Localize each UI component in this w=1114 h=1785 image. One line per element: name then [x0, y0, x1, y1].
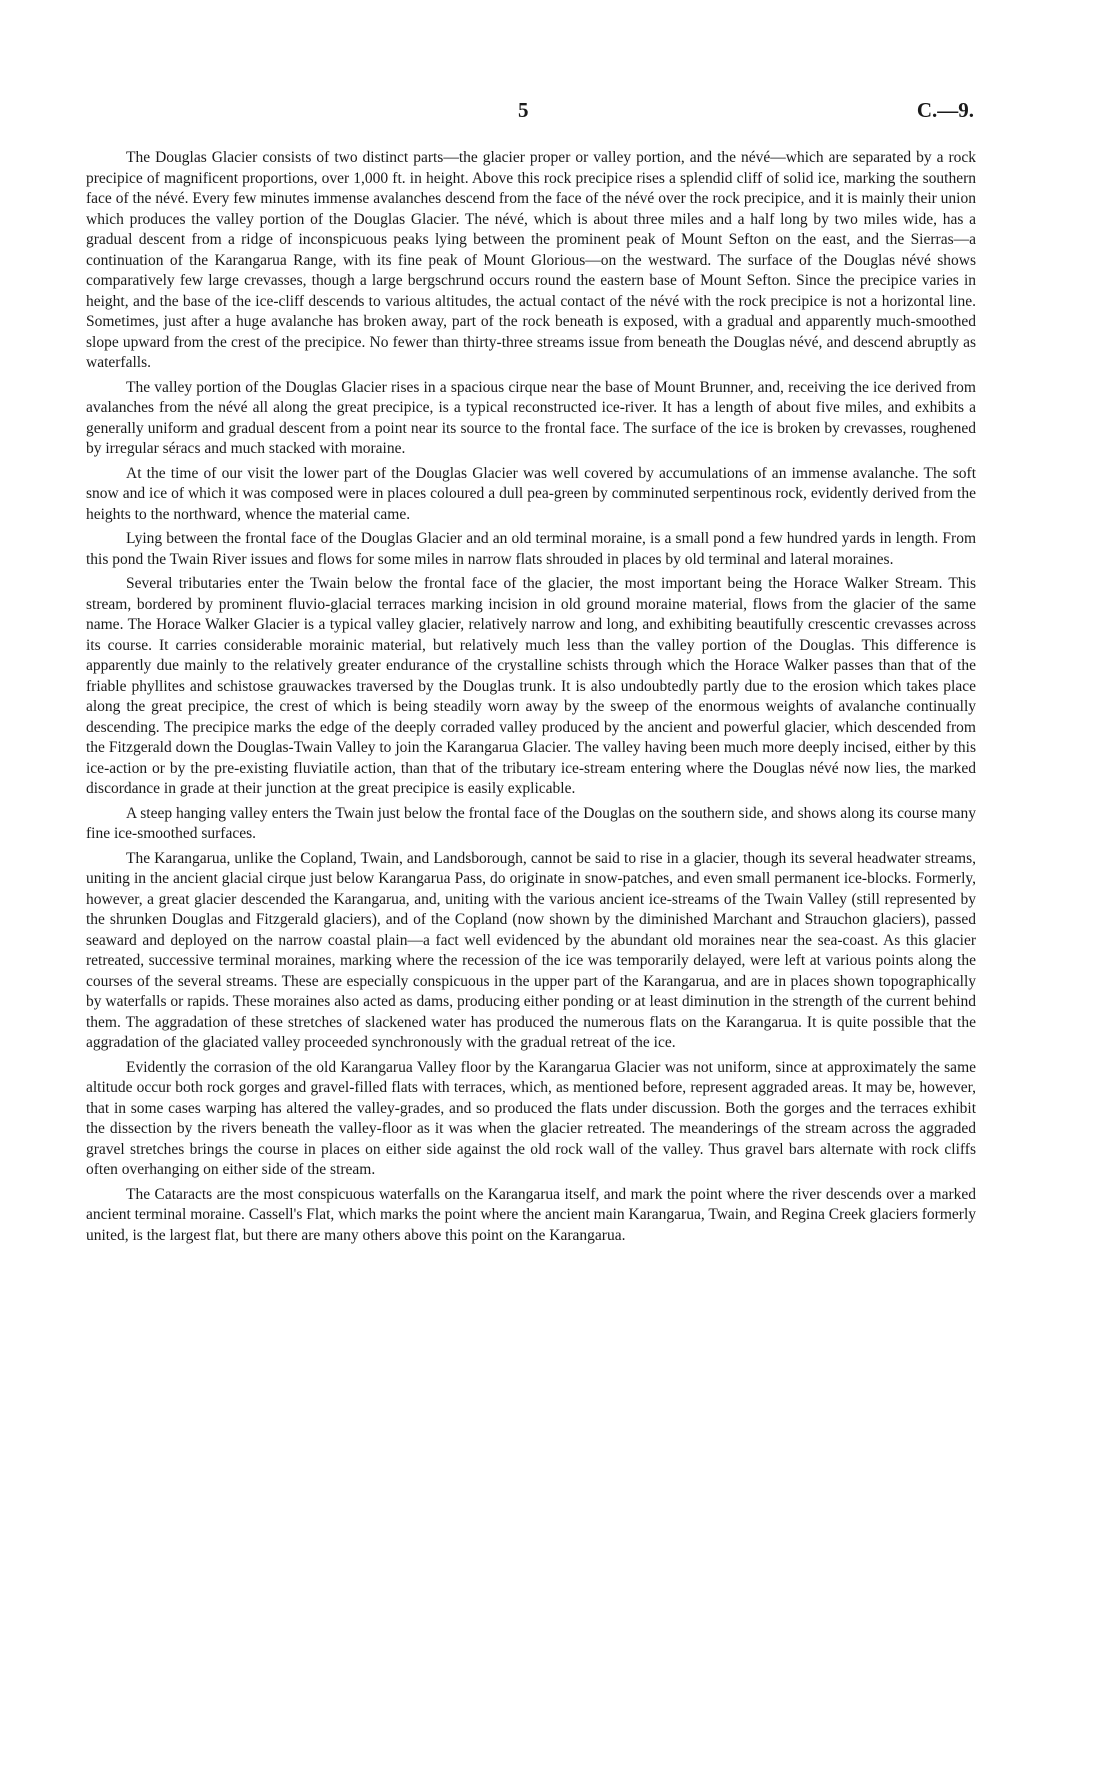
paragraph-valley-portion: The valley portion of the Douglas Glacier rises in a spacious cirque near the base of Mount Brunner, and, receiving the ice derived from avalanches from the névé all along the great precipice, is a typical reconstructed ice-river. It has a length of about five miles, and exhibits a generally uniform and gradual descent from a point near its source to the frontal face. The surface of the ice is broken by crevasses, roughened by irregular séracs and much stacked with moraine.	[86, 378, 976, 457]
paragraph-cataracts: The Cataracts are the most conspicuous waterfalls on the Karangarua itself, and mark the point where the river descends over a marked ancient terminal moraine. Cassell's Flat, which marks the point where the ancient main Karangarua, Twain, and Regina Creek glaciers formerly united, is the largest flat, but there are many others above this point on the Karangarua.	[86, 1185, 976, 1244]
paragraph-avalanche: At the time of our visit the lower part of the Douglas Glacier was well covered by accumulations of an immense avalanche. The soft snow and ice of which it was composed were in places coloured a dull pea-green by comminuted serpentinous rock, evidently derived from the heights to the northward, whence the material came.	[86, 464, 976, 523]
body-text	[86, 148, 976, 1250]
document-reference: C.—9.	[916, 98, 974, 122]
paragraph-douglas-glacier: The Douglas Glacier consists of two distinct parts—the glacier proper or valley portion, and the névé—which are separated by a rock precipice of magnificent proportions, over 1,000 ft. in height. Above this rock precipice rises a splendid cliff of solid ice, marking the southern face of the névé. Every few minutes immense avalanches descend from the face of the névé over the rock precipice, and it is mainly their union which produces the valley portion of the Douglas Glacier. The névé, which is about three miles and a half long by two miles wide, has a gradual descent from a ridge of inconspicuous peaks lying between the prominent peak of Mount Sefton on the east, and the Sierras—a continuation of the Karangarua Range, with its fine peak of Mount Glorious—on the westward. The surface of the Douglas névé shows comparatively few large crevasses, though a large bergschrund occurs round the eastern base of Mount Sefton. Since the precipice varies in height, and the base of the ice-cliff descends to various altitudes, the actual contact of the névé with the rock precipice is not a horizontal line. Sometimes, just after a huge avalanche has broken away, part of the rock beneath is exposed, with a gradual and apparently much-smoothed slope upward from the crest of the precipice. No fewer than thirty-three streams issue from beneath the Douglas névé, and descend abruptly as waterfalls.	[86, 149, 976, 371]
paragraph-tributaries: Several tributaries enter the Twain below the frontal face of the glacier, the most important being the Horace Walker Stream. This stream, bordered by prominent fluvio-glacial terraces marking incision in old ground moraine material, flows from the glacier of the same name. The Horace Walker Glacier is a typical valley glacier, relatively narrow and long, and exhibiting beautifully crescentic crevasses across its course. It carries considerable morainic material, but relatively much less than the valley portion of the Douglas. This difference is apparently due mainly to the relatively greater endurance of the crystalline schists through which the Horace Walker passes than that of the friable phyllites and schistose grauwackes traversed by the Douglas trunk. It is also undoubtedly partly due to the erosion which takes place along the great precipice, the crest of which is being steadily worn away by the sweep of the enormous weights of avalanche continually descending. The precipice marks the edge of the deeply corraded valley produced by the ancient and powerful glacier, which descended from the Fitzgerald down the Douglas-Twain Valley to join the Karangarua Glacier. The valley having been much more deeply incised, either by this ice-action or by the pre-existing fluviatile action, than that of the tributary ice-stream entering where the Douglas névé now lies, the marked discordance in grade at their junction at the great precipice is easily explicable.	[86, 575, 976, 797]
paragraph-pond: Lying between the frontal face of the Douglas Glacier and an old terminal moraine, is a small pond a few hundred yards in length. From this pond the Twain River issues and flows for some miles in narrow flats shrouded in places by old terminal and lateral moraines.	[86, 530, 976, 568]
paragraph-corrasion: Evidently the corrasion of the old Karangarua Valley floor by the Karangarua Glacier was not uniform, since at approximately the same altitude occur both rock gorges and gravel-filled flats with terraces, which, as mentioned before, represent aggraded areas. It may be, however, that in some cases warping has altered the valley-grades, and so produced the flats under discussion. Both the gorges and the terraces exhibit the dissection by the rivers beneath the valley-floor as it was when the glacier retreated. The meanderings of the stream across the aggraded gravel stretches brings the course in places on either side against the old rock wall of the valley. Thus gravel bars alternate with rock cliffs often overhanging on either side of the stream.	[86, 1058, 976, 1178]
paragraph-hanging-valley: A steep hanging valley enters the Twain just below the frontal face of the Douglas on the southern side, and shows along its course many fine ice-smoothed surfaces.	[86, 804, 976, 842]
page-header	[86, 98, 976, 128]
page-number: 5	[518, 98, 529, 122]
paragraph-karangarua: The Karangarua, unlike the Copland, Twain, and Landsborough, cannot be said to rise in a glacier, though its several headwater streams, uniting in the ancient glacial cirque just below Karangarua Pass, do originate in snow-patches, and even small permanent ice-blocks. Formerly, however, a great glacier descended the Karangarua, and, uniting with the various ancient ice-streams of the Twain Valley (still represented by the shrunken Douglas and Fitzgerald glaciers), and of the Copland (now shown by the diminished Marchant and Strauchon glaciers), passed seaward and deployed on the narrow coastal plain—a fact well evidenced by the abundant old moraines near the sea-coast. As this glacier retreated, successive terminal moraines, marking where the recession of the ice was temporarily delayed, were left at various points along the courses of the several streams. These are especially conspicuous in the upper part of the Karangarua, and are in places shown topographically by waterfalls or rapids. These moraines also acted as dams, producing either ponding or at least diminution in the strength of the current behind them. The aggradation of these stretches of slackened water has produced the numerous flats on the Karangarua. It is quite possible that the aggradation of the glaciated valley proceeded synchronously with the gradual retreat of the ice.	[86, 849, 976, 1051]
